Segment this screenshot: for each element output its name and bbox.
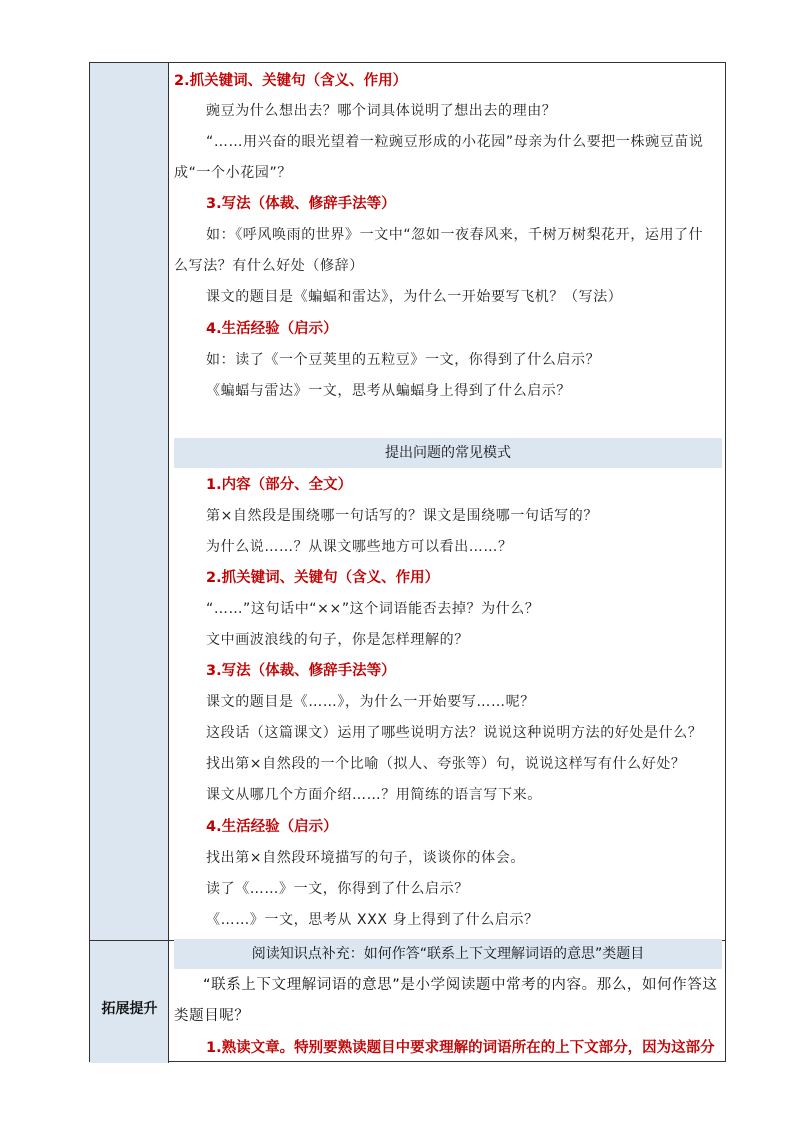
pattern-line: 第×自然段是围绕哪一句话写的？课文是围绕哪一句话写的？ bbox=[206, 508, 598, 524]
heading-keywords: 2.抓关键词、关键句（含义、作用） bbox=[174, 73, 408, 89]
pattern-line: 这段话（这篇课文）运用了哪些说明方法？说说这种说明方法的好处是什么？ bbox=[206, 725, 703, 741]
tip-paragraph: “联系上下文理解词语的意思”是小学阅读题中常考的内容。那么，如何作答这类题目呢？ bbox=[174, 977, 718, 1024]
tip-point-1: 1.熟读文章。特别要熟读题目中要求理解的词语所在的上下文部分，因为这部分 bbox=[206, 1040, 715, 1056]
heading-life-experience: 4.生活经验（启示） bbox=[206, 321, 338, 337]
heading-keywords: 2.抓关键词、关键句（含义、作用） bbox=[206, 570, 440, 586]
question-line: 豌豆为什么想出去？哪个词具体说明了想出去的理由？ bbox=[206, 103, 557, 119]
pattern-line: 课文的题目是《……》，为什么一开始要写……呢？ bbox=[206, 694, 535, 710]
lesson-table bbox=[89, 62, 726, 1062]
question-line: 课文的题目是《蝙蝠和雷达》，为什么一开始要写飞机？（写法） bbox=[206, 289, 623, 305]
heading-writing-methods: 3.写法（体裁、修辞手法等） bbox=[206, 196, 396, 212]
pattern-line: “……”这句话中“××”这个词语能否去掉？为什么？ bbox=[206, 601, 540, 617]
pattern-line: 读了《……》一文，你得到了什么启示？ bbox=[206, 881, 469, 897]
pattern-line: 为什么说……？从课文哪些地方可以看出……？ bbox=[206, 539, 513, 555]
pattern-line: 《……》一文，思考从 XXX 身上得到了什么启示？ bbox=[206, 912, 539, 928]
pattern-line: 文中画波浪线的句子，你是怎样理解的？ bbox=[206, 632, 469, 648]
pattern-line: 找出第×自然段的一个比喻（拟人、夸张等）句，说说这样写有什么好处？ bbox=[206, 756, 686, 772]
question-line: 《蝙蝠与雷达》一文，思考从蝙蝠身上得到了什么启示？ bbox=[206, 383, 571, 399]
heading-life-experience: 4.生活经验（启示） bbox=[206, 819, 338, 835]
heading-writing-methods: 3.写法（体裁、修辞手法等） bbox=[206, 663, 396, 679]
question-line: “……用兴奋的眼光望着一粒豌豆形成的小花园”母亲为什么要把一株豌豆苗说 bbox=[206, 134, 704, 150]
question-line: 成“一个小花园”？ bbox=[174, 165, 292, 181]
pattern-line: 课文从哪几个方面介绍……？用简练的语言写下来。 bbox=[206, 787, 542, 803]
question-line: 么写法？有什么好处（修辞） bbox=[174, 258, 364, 274]
side-label-expansion: 拓展提升 bbox=[101, 1001, 158, 1017]
left-column-cell-upper bbox=[90, 63, 169, 941]
band-reading-tip: 阅读知识点补充：如何作答“联系上下文理解词语的意思”类题目 bbox=[174, 939, 722, 969]
heading-content: 1.内容（部分、全文） bbox=[206, 477, 353, 493]
question-line: 如：读了《一个豆荚里的五粒豆》一文，你得到了什么启示？ bbox=[206, 352, 601, 368]
pattern-line: 找出第×自然段环境描写的句子，谈谈你的体会。 bbox=[206, 850, 525, 866]
left-column-cell-lower bbox=[90, 941, 169, 1063]
band-common-patterns: 提出问题的常见模式 bbox=[174, 438, 722, 468]
question-line: 如：《呼风唤雨的世界》一文中“忽如一夜春风来，千树万树梨花开，运用了什 bbox=[206, 227, 704, 243]
